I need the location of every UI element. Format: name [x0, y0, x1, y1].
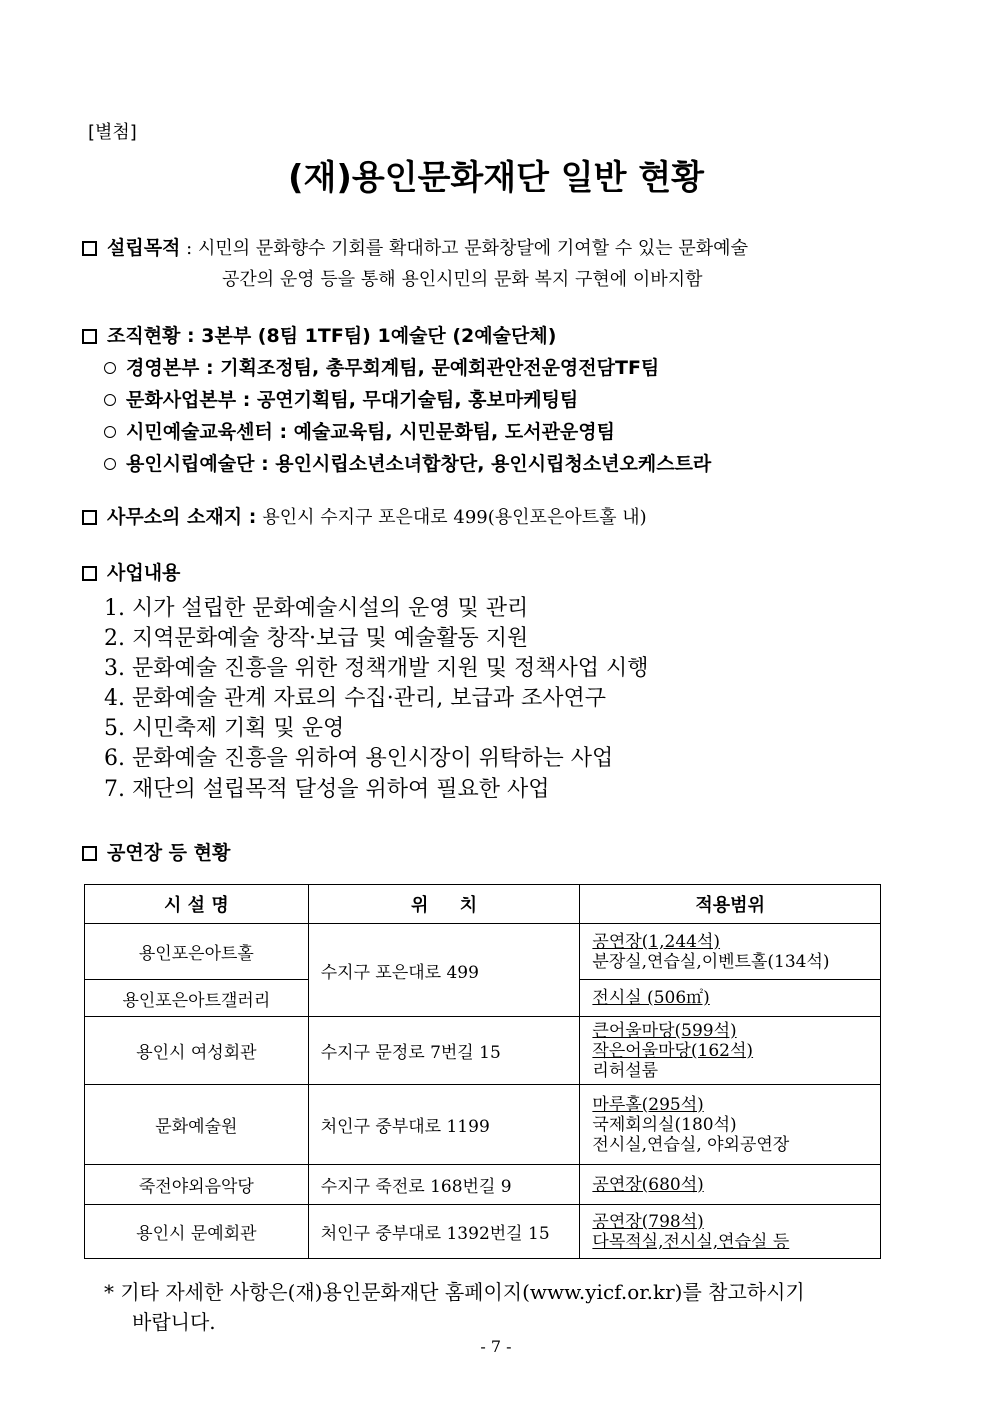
purpose-colon: : — [180, 238, 198, 259]
facility-location: 수지구 죽전로 168번길 9 — [308, 1165, 580, 1205]
facility-name: 문화예술원 — [85, 1085, 309, 1165]
table-row — [85, 1085, 881, 1165]
facility-location: 수지구 포은대로 499 — [308, 924, 580, 1017]
list-item: 6. 문화예술 진흥을 위하여 용인시장이 위탁하는 사업 — [104, 746, 614, 771]
facility-name: 용인포은아트갤러리 — [85, 980, 309, 1017]
page-title: (재)용인문화재단 일반 현황 — [287, 158, 705, 198]
circle-bullet-icon — [104, 362, 116, 374]
office-label: 사무소의 소재지 : — [107, 506, 257, 528]
list-item: 2. 지역문화예술 창작·보급 및 예술활동 지원 — [104, 626, 529, 651]
facility-scope: 공연장(1,244석) 분장실,연습실,이벤트홀(134석) — [580, 924, 881, 980]
org-item: 시민예술교육센터 : 예술교육팀, 시민문화팀, 도서관운영팀 — [104, 417, 615, 444]
facility-name: 용인시 여성회관 — [85, 1017, 309, 1085]
checkbox-square-icon — [82, 846, 97, 861]
column-header: 적용범위 — [580, 885, 881, 924]
org-item: 용인시립예술단 : 용인시립소년소녀합창단, 용인시립청소년오케스트라 — [104, 449, 711, 476]
business-heading: 사업내용 — [107, 562, 181, 584]
checkbox-square-icon — [82, 510, 97, 525]
organization-heading: 조직현황 : 3본부 (8팀 1TF팀) 1예술단 (2예술단체) — [107, 325, 557, 347]
facilities-heading: 공연장 등 현황 — [107, 842, 231, 864]
checkbox-square-icon — [82, 566, 97, 581]
facility-name: 용인시 문예회관 — [85, 1205, 309, 1259]
facility-scope: 공연장(798석) 다목적실,전시실,연습실 등 — [580, 1205, 881, 1259]
list-item: 1. 시가 설립한 문화예술시설의 운영 및 관리 — [104, 596, 529, 621]
column-header: 위 치 — [308, 885, 580, 924]
purpose-line2: 공간의 운영 등을 통해 용인시민의 문화 복지 구현에 이바지함 — [222, 269, 703, 290]
org-item: 경영본부 : 기획조정팀, 총무회계팀, 문예회관안전운영전담TF팀 — [104, 353, 659, 380]
table-row — [85, 1165, 881, 1205]
facility-scope: 큰어울마당(599석) 작은어울마당(162석) 리허설룸 — [580, 1017, 881, 1085]
list-item: 4. 문화예술 관계 자료의 수집·관리, 보급과 조사연구 — [104, 686, 606, 711]
office-value: 용인시 수지구 포은대로 499(용인포은아트홀 내) — [262, 507, 647, 528]
circle-bullet-icon — [104, 394, 116, 406]
table-row — [85, 1205, 881, 1259]
office-section — [82, 502, 647, 529]
column-header: 시 설 명 — [85, 885, 309, 924]
facility-scope: 공연장(680석) — [580, 1165, 881, 1205]
table-row — [85, 1017, 881, 1085]
checkbox-square-icon — [82, 241, 97, 256]
facilities-table — [84, 884, 881, 1259]
facility-location: 처인구 중부대로 1199 — [308, 1085, 580, 1165]
circle-bullet-icon — [104, 458, 116, 470]
purpose-label: 설립목적 — [107, 237, 181, 259]
footer-note — [104, 1277, 805, 1337]
facility-location: 수지구 문정로 7번길 15 — [308, 1017, 580, 1085]
table-row — [85, 924, 881, 980]
circle-bullet-icon — [104, 426, 116, 438]
list-item: 5. 시민축제 기획 및 운영 — [104, 716, 345, 741]
facility-scope: 마루홀(295석) 국제회의실(180석) 전시실,연습실, 야외공연장 — [580, 1085, 881, 1165]
list-item: 3. 문화예술 진흥을 위한 정책개발 지원 및 정책사업 시행 — [104, 656, 649, 681]
attachment-label: [별첨] — [88, 122, 137, 143]
table-header-row — [85, 885, 881, 924]
checkbox-square-icon — [82, 329, 97, 344]
purpose-line1: 시민의 문화향수 기회를 확대하고 문화창달에 기여할 수 있는 문화예술 — [197, 238, 748, 259]
business-section — [82, 558, 180, 585]
purpose-section — [82, 233, 748, 260]
footer-note-line1: * 기타 자세한 사항은(재)용인문화재단 홈페이지(www.yicf.or.kr)를 참고하시기 — [104, 1280, 805, 1304]
facility-scope: 전시실 (506㎡) — [580, 980, 881, 1017]
page-number: - 7 - — [480, 1337, 512, 1356]
facilities-section — [82, 838, 230, 865]
organization-section — [82, 321, 556, 348]
facility-name: 용인포은아트홀 — [85, 924, 309, 980]
footer-note-line2: 바랍니다. — [132, 1310, 216, 1334]
list-item: 7. 재단의 설립목적 달성을 위하여 필요한 사업 — [104, 777, 550, 802]
facility-name: 죽전야외음악당 — [85, 1165, 309, 1205]
org-item: 문화사업본부 : 공연기획팀, 무대기술팀, 홍보마케팅팀 — [104, 385, 578, 412]
facility-location: 처인구 중부대로 1392번길 15 — [308, 1205, 580, 1259]
